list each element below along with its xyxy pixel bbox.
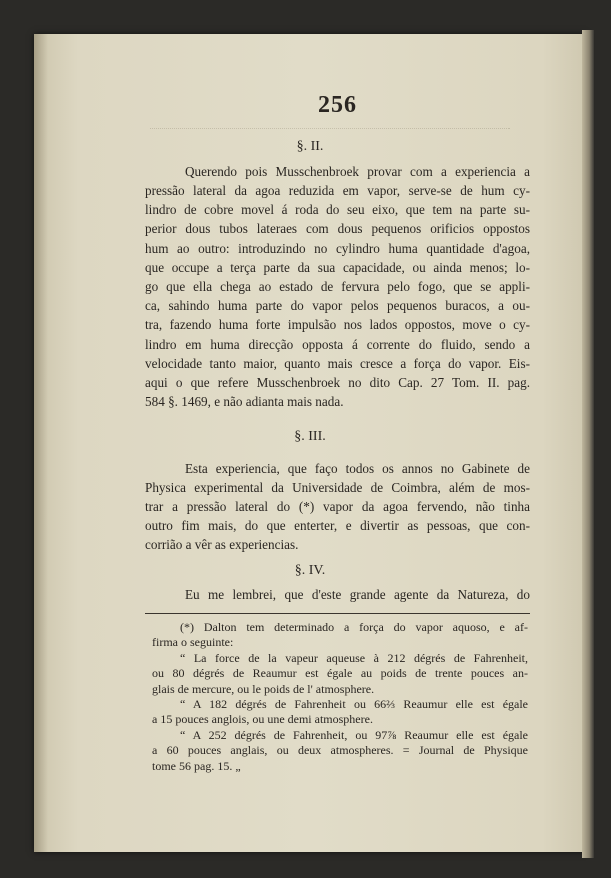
body-line: hum ao outro: introduzindo no cylindro huma quantidade d'agoa, xyxy=(145,241,530,256)
body-line: lindro em huma direcção opposta á corrente do fluido, sendo a xyxy=(145,337,530,352)
footnote-line: ou 80 dégrés de Reaumur est égale au poids de trente pouces an- xyxy=(152,666,528,680)
body-line: ca, sahindo huma parte do vapor pelos pequenos buracos, a ou- xyxy=(145,298,530,313)
body-line: pressão lateral da agoa reduzida em vapor, serve-se de hum cy- xyxy=(145,183,530,198)
body-line: go que ella chega ao estado de fervura pelo fogo, que se appli- xyxy=(145,279,530,294)
body-line: lindro de cobre movel á roda do seu eixo, que tem na parte su- xyxy=(145,202,530,217)
body-line: 584 §. 1469, e não adianta mais nada. xyxy=(145,394,344,409)
footnote-line: “ A 252 dégrés de Fahrenheit, ou 97⅞ Reaumur elle est égale xyxy=(180,728,528,742)
footnote-line: tome 56 pag. 15. „ xyxy=(152,759,241,773)
body-line: Esta experiencia, que faço todos os annos no Gabinete de xyxy=(185,461,530,476)
footnote-line: “ A 182 dégrés de Fahrenheit ou 66⅔ Reaumur elle est égale xyxy=(180,697,528,711)
body-line: velocidade tanto maior, quanto mais cresce a força do vapor. Eis- xyxy=(145,356,530,371)
body-line: Querendo pois Musschenbroek provar com a experiencia a xyxy=(185,164,530,179)
footnote-line: firma o seguinte: xyxy=(152,635,234,649)
section-heading-4: §. IV. xyxy=(294,563,326,578)
section-heading-2: §. II. xyxy=(296,139,324,154)
page-number: 256 xyxy=(318,92,357,118)
body-line: trar a pressão lateral do (*) vapor da agoa fervendo, não tinha xyxy=(145,499,530,514)
footnote-line: a 15 pouces anglois, ou une demi atmosphere. xyxy=(152,712,373,726)
footnote-line: glais de mercure, ou le poids de l' atmosphere. xyxy=(152,682,375,696)
body-line: tra, fazendo huma forte impulsão nos lados oppostos, move o cy- xyxy=(145,317,530,332)
body-line: que occupe a terça parte da sua capacidade, ou ainda menos; lo- xyxy=(145,260,530,275)
body-line: Physica experimental da Universidade de Coimbra, além de mos- xyxy=(145,480,530,495)
footnote-rule xyxy=(145,613,530,614)
body-line: aqui o que refere Musschenbroek no dito Cap. 27 Tom. II. pag. xyxy=(145,375,530,390)
section-heading-3: §. III. xyxy=(294,429,326,444)
footnote-line: a 60 pouces anglais, ou deux atmospheres. = Journal de Physique xyxy=(152,743,528,757)
body-line: corrião a vêr as experiencias. xyxy=(145,537,299,552)
body-line: perior dous tubos lateraes com dous pequenos orificios oppostos xyxy=(145,221,530,236)
body-line: outro fim mais, do que enterter, e divertir as pessoas, que con- xyxy=(145,518,530,533)
footnote-line: (*) Dalton tem determinado a força do vapor aquoso, e af- xyxy=(180,620,528,634)
footnote-line: “ La force de la vapeur aqueuse à 212 dégrés de Fahrenheit, xyxy=(180,651,528,665)
body-line: Eu me lembrei, que d'este grande agente da Natureza, do xyxy=(185,587,530,602)
